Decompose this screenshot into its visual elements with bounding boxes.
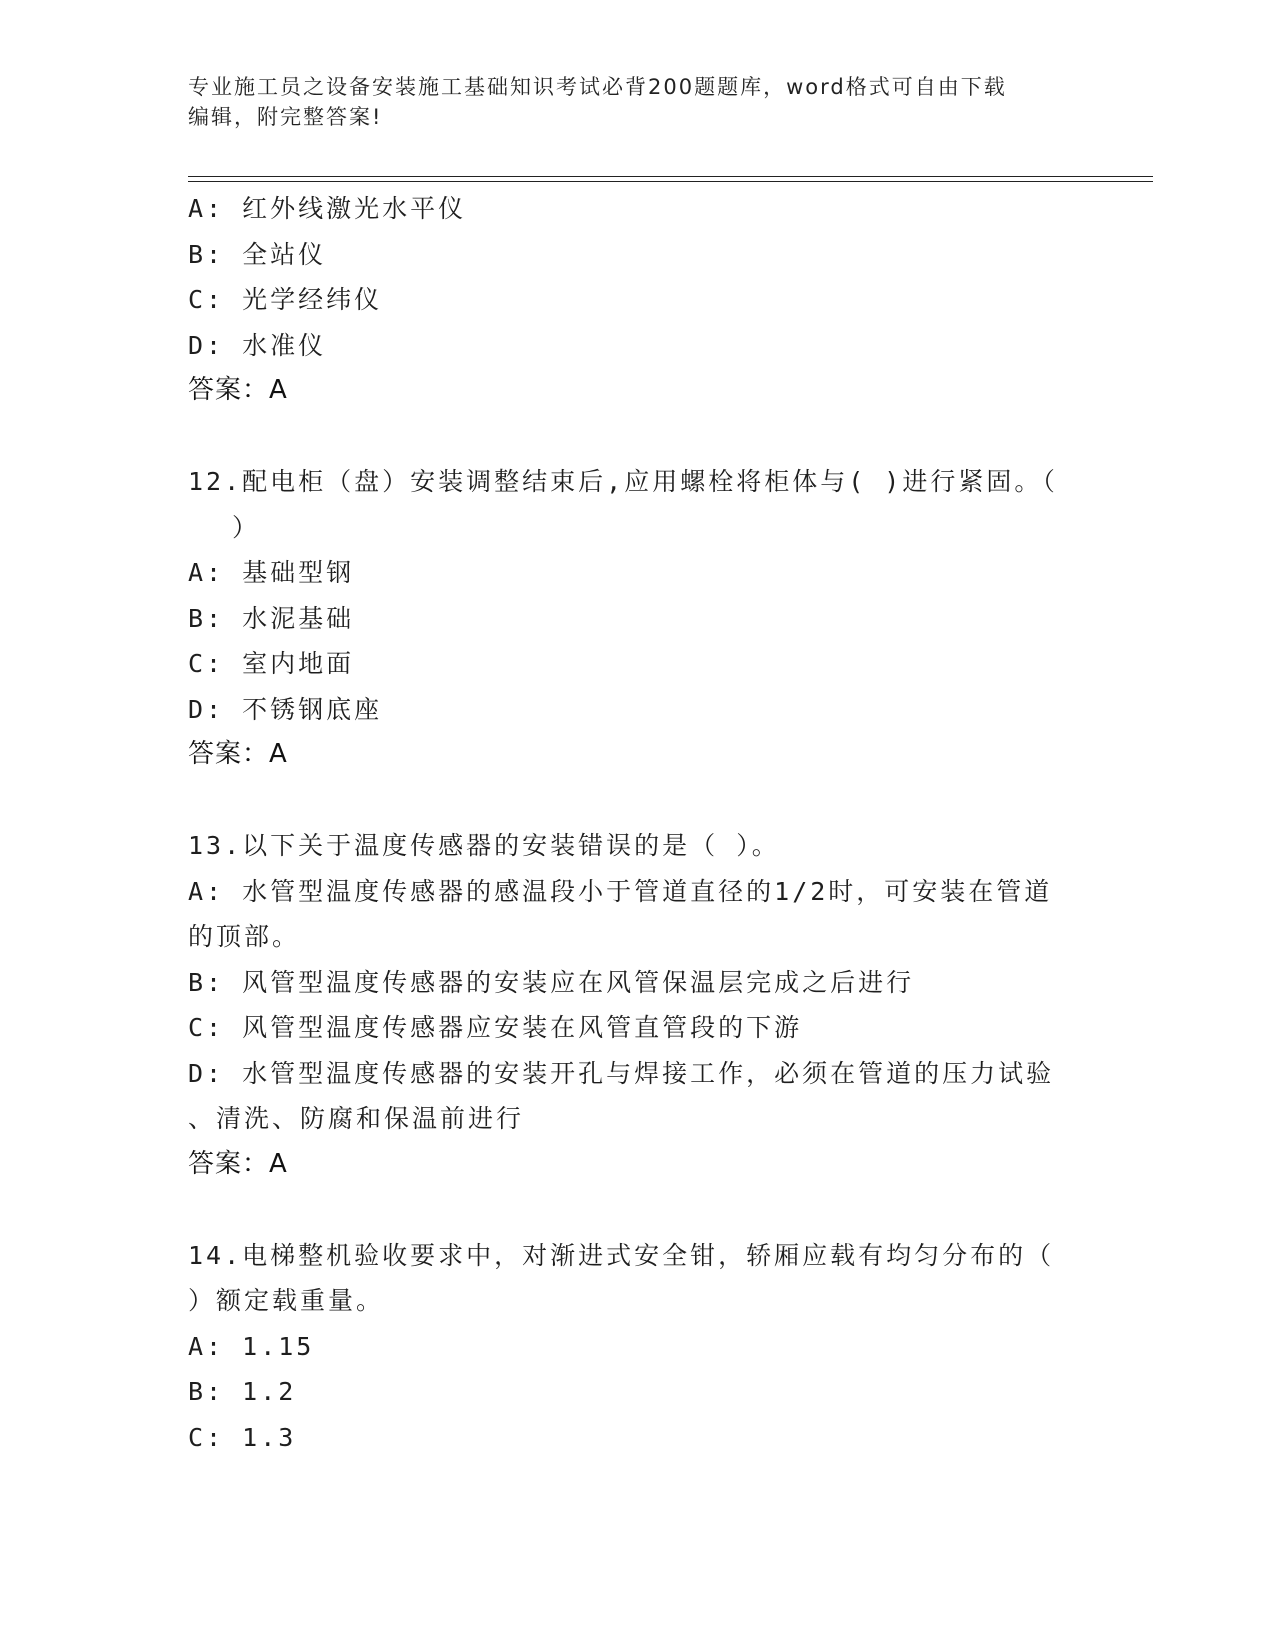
- q13-answer: 答案：A: [188, 1148, 288, 1179]
- question-11: [188, 186, 1088, 414]
- q11-option-a: A: 红外线激光水平仪: [188, 194, 467, 223]
- q14-option-a: A: 1.15: [188, 1331, 315, 1361]
- q13-option-b: B: 风管型温度传感器的安装应在风管保温层完成之后进行: [188, 967, 915, 997]
- document-header: [188, 72, 1068, 132]
- question-12: [188, 459, 1088, 778]
- spacer: [188, 778, 1088, 824]
- q14-option-b: B: 1.2: [188, 1377, 297, 1406]
- q12-option-c: C: 室内地面: [188, 649, 355, 678]
- header-title-line-2: 编辑，附完整答案!: [188, 105, 383, 129]
- spacer: [188, 1187, 1088, 1233]
- q11-option-b: B: 全站仪: [188, 239, 327, 269]
- q13-stem-line-1: 13.以下关于温度传感器的安装错误的是（ ）。: [188, 831, 780, 860]
- q11-option-d: D: 水准仪: [188, 330, 327, 360]
- q13-option-a-line-1: A: 水管型温度传感器的感温段小于管道直径的1/2时，可安装在管道: [188, 876, 1053, 906]
- q11-answer: 答案：A: [188, 375, 288, 405]
- q14-stem-line-1: 14.电梯整机验收要求中，对渐进式安全钳，轿厢应载有均匀分布的（: [188, 1240, 1055, 1270]
- q13-option-d-line-1: D: 水管型温度传感器的安装开孔与焊接工作，必须在管道的压力试验: [188, 1058, 1055, 1088]
- q13-option-d-line-2: 、清洗、防腐和保温前进行: [188, 1104, 525, 1133]
- question-list: [188, 186, 1088, 1460]
- q12-stem-line-2: ）: [232, 512, 261, 542]
- spacer: [188, 414, 1088, 460]
- q12-option-d: D: 不锈钢底座: [188, 694, 383, 724]
- q12-option-b: B: 水泥基础: [188, 603, 355, 633]
- question-14: [188, 1233, 1088, 1461]
- q13-option-a-line-2: 的顶部。: [188, 922, 301, 951]
- q11-option-c: C: 光学经纬仪: [188, 285, 383, 314]
- q12-answer: 答案：A: [188, 739, 288, 769]
- question-13: [188, 823, 1088, 1187]
- header-title-line-1: 专业施工员之设备安装施工基础知识考试必背200题题库，word格式可自由下载: [188, 75, 1007, 99]
- q12-option-a: A: 基础型钢: [188, 558, 355, 587]
- header-divider-top: [188, 176, 1153, 177]
- q12-stem-line-1: 12.配电柜（盘）安装调整结束后,应用螺栓将柜体与( )进行紧固。（: [188, 467, 1058, 496]
- q14-stem-line-2: ）额定载重量。: [188, 1286, 385, 1315]
- header-divider-bottom: [188, 181, 1153, 182]
- q13-option-c: C: 风管型温度传感器应安装在风管直管段的下游: [188, 1013, 803, 1042]
- q14-option-c: C: 1.3: [188, 1422, 297, 1452]
